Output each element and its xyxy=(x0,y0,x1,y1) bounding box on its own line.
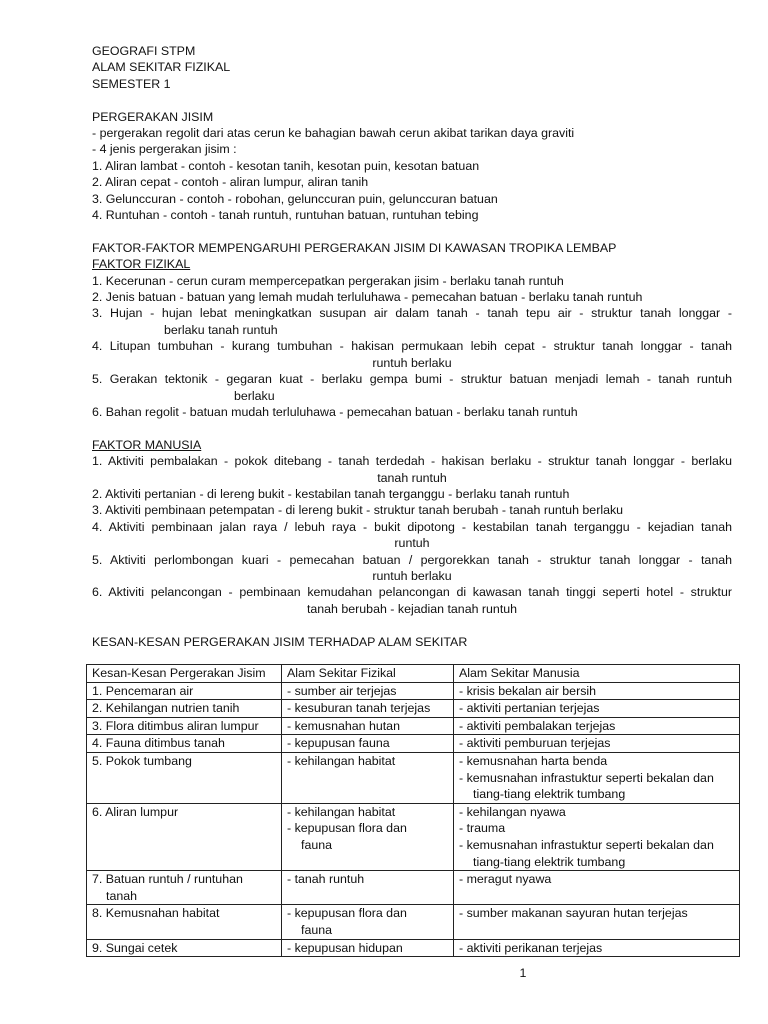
table-cell: - aktiviti pembalakan terjejas xyxy=(454,717,740,735)
page-number: 1 xyxy=(519,966,527,980)
column-header: Alam Sekitar Manusia xyxy=(454,665,740,683)
fizikal-item-cont: berlaku xyxy=(234,388,275,403)
faktor-manusia-heading: FAKTOR MANUSIA xyxy=(92,437,202,452)
cell-line: - kehilangan nyawa xyxy=(459,804,566,819)
faktor-fizikal-heading: FAKTOR FIZIKAL xyxy=(92,257,191,272)
table-row xyxy=(87,752,740,803)
table-row xyxy=(87,905,740,939)
fizikal-item-cont: runtuh berlaku xyxy=(372,355,452,370)
table-cell: - aktiviti pemburuan terjejas xyxy=(454,735,740,753)
manusia-item: 1. Aktiviti pembalakan - pokok ditebang - tanah terdedah - hakisan berlaku - struktur tanah longgar - berlaku xyxy=(92,454,732,469)
table-cell: 2. Kehilangan nutrien tanih xyxy=(87,700,282,718)
table-cell: 8. Kemusnahan habitat xyxy=(87,905,282,939)
fizikal-item-cont: berlaku tanah runtuh xyxy=(164,322,278,337)
type-item: 3. Gelunccuran - contoh - robohan, gelunccuran puin, gelunccuran batuan xyxy=(92,191,498,206)
fizikal-item: 1. Kecerunan - cerun curam mempercepatkan pergerakan jisim - berlaku tanah runtuh xyxy=(92,273,564,288)
table-cell: - tanah runtuh xyxy=(282,871,454,905)
table-cell: - sumber air terjejas xyxy=(282,682,454,700)
manusia-item: 6. Aktiviti pelancongan - pembinaan kemudahan pelancongan di kawasan tanah tinggi seperti hotel - struktur xyxy=(92,585,732,600)
manusia-item-cont: runtuh xyxy=(394,536,430,551)
section-title-kesan: KESAN-KESAN PERGERAKAN JISIM TERHADAP ALAM SEKITAR xyxy=(92,634,468,649)
table-header-row xyxy=(87,665,740,683)
type-item: 2. Aliran cepat - contoh - aliran lumpur, aliran tanih xyxy=(92,175,369,190)
fizikal-item: 4. Litupan tumbuhan - kurang tumbuhan - hakisan permukaan lebih cepat - struktur tanah longgar - tanah xyxy=(92,339,732,354)
table-cell: - krisis bekalan air bersih xyxy=(454,682,740,700)
cell-line: - kemusnahan infrastuktur seperti bekalan dan xyxy=(459,770,714,785)
header-semester: SEMESTER 1 xyxy=(92,76,171,91)
table-cell xyxy=(454,803,740,870)
fizikal-item: 6. Bahan regolit - batuan mudah terluluhawa - pemecahan batuan - berlaku tanah runtuh xyxy=(92,404,578,419)
table-row xyxy=(87,871,740,905)
cell-line: tiang-tiang elektrik tumbang xyxy=(473,787,626,802)
table-cell: - kehilangan habitat xyxy=(282,752,454,803)
cell-line: - kepupusan flora dan xyxy=(287,821,407,836)
table-cell xyxy=(87,871,282,905)
fizikal-item: 5. Gerakan tektonik - gegaran kuat - berlaku gempa bumi - struktur batuan menjadi lemah - tanah runtuh xyxy=(92,372,732,387)
header-subject: GEOGRAFI STPM xyxy=(92,44,196,58)
table-cell: - kemusnahan hutan xyxy=(282,717,454,735)
table-cell: 4. Fauna ditimbus tanah xyxy=(87,735,282,753)
manusia-item-cont: tanah berubah - kejadian tanah runtuh xyxy=(306,601,518,616)
table-cell: 1. Pencemaran air xyxy=(87,682,282,700)
definition-text: - pergerakan regolit dari atas cerun ke bahagian bawah cerun akibat tarikan daya graviti xyxy=(92,126,575,141)
table-cell xyxy=(282,905,454,939)
table-row xyxy=(87,939,740,957)
document-body xyxy=(92,43,732,650)
cell-line: tiang-tiang elektrik tumbang xyxy=(473,854,626,869)
table-cell: - aktiviti perikanan terjejas xyxy=(454,939,740,957)
table-row xyxy=(87,717,740,735)
table-row xyxy=(87,803,740,870)
column-header: Kesan-Kesan Pergerakan Jisim xyxy=(87,665,282,683)
manusia-item: 4. Aktiviti pembinaan jalan raya / lebuh raya - bukit dipotong - kestabilan tanah terganggu - kejadian tanah xyxy=(92,519,732,534)
column-header: Alam Sekitar Fizikal xyxy=(282,665,454,683)
manusia-item: 2. Aktiviti pertanian - di lereng bukit - kestabilan tanah terganggu - berlaku tanah runtuh xyxy=(92,486,570,501)
section-title-pergerakan: PERGERAKAN JISIM xyxy=(92,109,214,124)
header-topic: ALAM SEKITAR FIZIKAL xyxy=(92,60,231,75)
manusia-item-cont: tanah runtuh xyxy=(377,470,447,485)
manusia-item: 5. Aktiviti perlombongan kuari - pemecahan batuan / pergorekkan tanah - struktur tanah longgar - tanah xyxy=(92,552,732,567)
cell-line: fauna xyxy=(301,922,333,937)
table-cell: - aktiviti pertanian terjejas xyxy=(454,700,740,718)
cell-line: - kepupusan flora dan xyxy=(287,906,407,921)
table-row xyxy=(87,735,740,753)
table-row xyxy=(87,700,740,718)
manusia-item-cont: runtuh berlaku xyxy=(372,568,452,583)
kesan-table xyxy=(86,664,740,957)
table-cell: 3. Flora ditimbus aliran lumpur xyxy=(87,717,282,735)
cell-line: 7. Batuan runtuh / runtuhan xyxy=(92,872,243,887)
table-cell xyxy=(282,803,454,870)
table-row xyxy=(87,682,740,700)
table-cell: 5. Pokok tumbang xyxy=(87,752,282,803)
manusia-item: 3. Aktiviti pembinaan petempatan - di lereng bukit - struktur tanah berubah - tanah runtuh berlaku xyxy=(92,503,624,518)
cell-line: fauna xyxy=(301,837,333,852)
table-cell: - sumber makanan sayuran hutan terjejas xyxy=(454,905,740,939)
section-title-faktor: FAKTOR-FAKTOR MEMPENGARUHI PERGERAKAN JISIM DI KAWASAN TROPIKA LEMBAP xyxy=(92,240,617,255)
cell-line: - trauma xyxy=(459,821,506,836)
table-cell: 6. Aliran lumpur xyxy=(87,803,282,870)
table-cell xyxy=(454,752,740,803)
table-cell: - meragut nyawa xyxy=(454,871,740,905)
cell-line: tanah xyxy=(106,888,138,903)
types-intro: - 4 jenis pergerakan jisim : xyxy=(92,142,237,157)
table-cell: - kesuburan tanah terjejas xyxy=(282,700,454,718)
cell-line: - kehilangan habitat xyxy=(287,804,396,819)
fizikal-item: 3. Hujan - hujan lebat meningkatkan susupan air dalam tanah - tanah tepu air - struktur tanah longgar - xyxy=(92,306,732,321)
type-item: 4. Runtuhan - contoh - tanah runtuh, runtuhan batuan, runtuhan tebing xyxy=(92,208,479,223)
fizikal-item: 2. Jenis batuan - batuan yang lemah mudah terluluhawa - pemecahan batuan - berlaku tanah runtuh xyxy=(92,290,643,305)
cell-line: - kemusnahan harta benda xyxy=(459,753,608,768)
table-cell: - kepupusan hidupan xyxy=(282,939,454,957)
table-cell: - kepupusan fauna xyxy=(282,735,454,753)
cell-line: - kemusnahan infrastuktur seperti bekalan dan xyxy=(459,837,714,852)
table-cell: 9. Sungai cetek xyxy=(87,939,282,957)
type-item: 1. Aliran lambat - contoh - kesotan tanih, kesotan puin, kesotan batuan xyxy=(92,158,480,173)
